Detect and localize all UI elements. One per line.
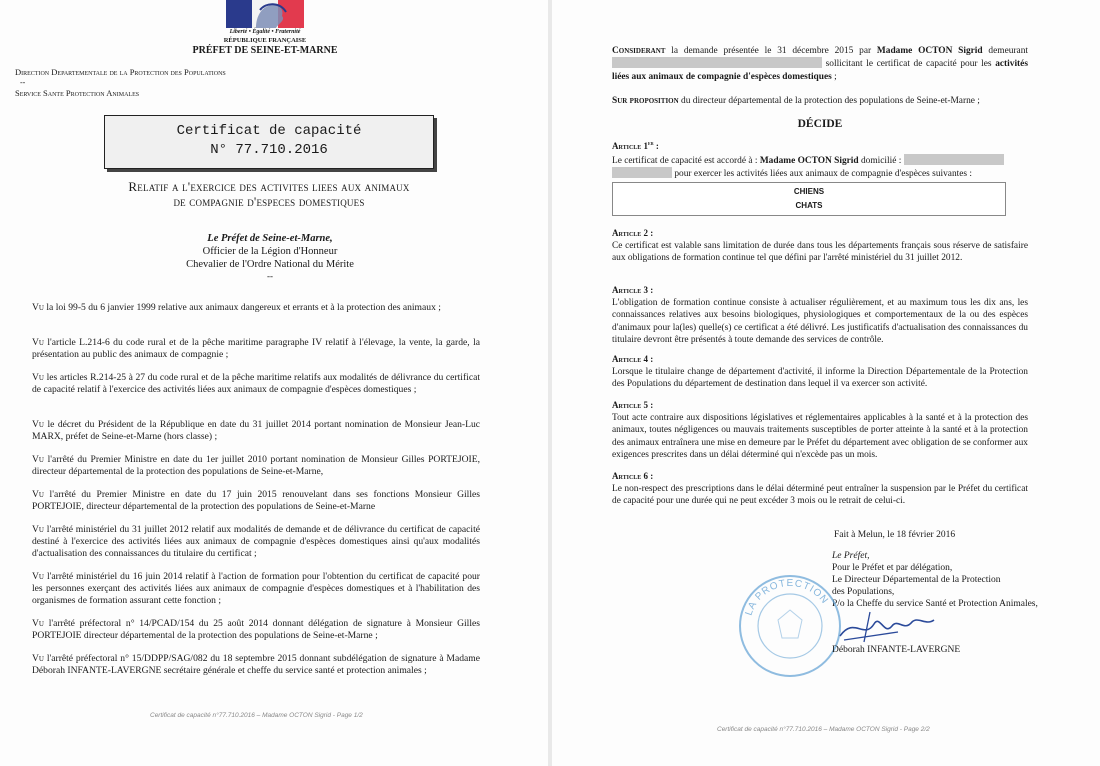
vu-paragraph-10 bbox=[32, 653, 480, 677]
article-2-text: Ce certificat est valable sans limitation de durée dans tous les départements français sous réserve de satisfaire aux obligations de formation continue tel que défini par l'arrêté ministériel du 31 juillet 2012. bbox=[612, 241, 1028, 264]
vu-text: l'article L.214-6 du code rural et de la pêche maritime paragraphe IV relatif à l'élevage, la vente, la garde, la présentation au public des animaux de compagnie ; bbox=[32, 337, 480, 360]
article-1-sup: er bbox=[648, 141, 654, 147]
page-footer: Certificat de capacité n°77.710.2016 – Madame OCTON Sigrid - Page 2/2 bbox=[717, 726, 930, 733]
logo-republic: RÉPUBLIQUE FRANÇAISE bbox=[223, 37, 307, 44]
vu-word: Vu bbox=[32, 524, 44, 535]
article-1-text-b: domicilié : bbox=[860, 156, 902, 166]
vu-word: Vu bbox=[32, 372, 44, 383]
vu-word: Vu bbox=[32, 653, 44, 664]
stamp-arc-text: LA PROTECTION bbox=[743, 577, 831, 618]
article-1-label: Article 1 bbox=[612, 141, 649, 151]
vu-paragraph-8 bbox=[32, 571, 480, 607]
considerant-word: Considerant bbox=[612, 46, 666, 56]
article-1-text-a: Le certificat de capacité est accordé à : bbox=[612, 156, 758, 166]
considerant-text-a: la demande présentée le 31 décembre 2015 par bbox=[671, 46, 872, 56]
article-1-colon: : bbox=[655, 141, 659, 151]
vu-paragraph-1 bbox=[32, 302, 480, 314]
vu-text: l'arrêté ministériel du 16 juin 2014 relatif à l'action de formation pour l'obtention du certificat de capacité pour les personnes exerçant des activités liées aux animaux de compagnie d'espèces domestiques et à l'habilitation des organismes de formation assurant cette fonction ; bbox=[32, 571, 480, 606]
prefet-heading: PRÉFET DE SEINE-ET-MARNE bbox=[192, 45, 338, 56]
article-3-text: L'obligation de formation continue consiste à actualiser régulièrement, et au maximum tous les dix ans, les connaissances relatives aux besoins biologiques, physiologiques et comportementaux de la ou des espèces d'animaux pour la(les) quelle(s) ce certificat a été délivré. Les justificatifs d'actualisation des connaissances du titulaire devront être présentés à toute demande des services de contrôle. bbox=[612, 298, 1028, 346]
proposition-paragraph bbox=[612, 95, 1028, 107]
vu-text: l'arrêté préfectoral n° 14/PCAD/154 du 25 août 2014 donnant délégation de signature à Monsieur Gilles PORTEJOIE directeur départemental de la protection des populations de Seine-et-Marne ; bbox=[32, 618, 480, 641]
signer-name: Déborah INFANTE-LAVERGNE bbox=[832, 645, 961, 655]
considerant-text-c: sollicitant le certificat de capacité pour les bbox=[825, 59, 992, 70]
vu-text: l'arrêté du Premier Ministre en date du 1er juillet 2010 portant nomination de Monsieur Gilles PORTEJOIE, directeur départemental de la protection des populations de Seine-et-Marne, bbox=[32, 454, 480, 477]
fait-a-melun: Fait à Melun, le 18 février 2016 bbox=[834, 530, 956, 540]
vu-text: l'arrêté préfectoral n° 15/DDPP/SAG/082 du 18 septembre 2015 donnant subdélégation de signature à Madame Déborah INFANTE-LAVERGNE secrétaire générale et cheffe du service santé et protection animales ; bbox=[32, 653, 480, 676]
logo-motto: Liberté • Égalité • Fraternité bbox=[229, 29, 301, 35]
signature-line-3: des Populations, bbox=[832, 587, 895, 597]
article-1-heading bbox=[612, 141, 659, 151]
signatory-line-3: Chevalier de l'Ordre National du Mérite bbox=[186, 259, 354, 270]
article-6-text: Le non-respect des prescriptions dans le délai déterminé peut entraîner la suspension par le Préfet du certificat de capacité pour une durée qui ne peut excéder 3 mois ou le retrait de celui-ci. bbox=[612, 484, 1028, 507]
applicant-name: Madame OCTON Sigrid bbox=[876, 46, 983, 56]
redacted-address-2 bbox=[904, 154, 1004, 165]
signature-scribble bbox=[834, 606, 944, 646]
signatory-line-2: Officier de la Légion d'Honneur bbox=[202, 246, 338, 257]
article-4-heading: Article 4 : bbox=[612, 354, 654, 364]
vu-paragraph-7 bbox=[32, 524, 480, 560]
vu-word: Vu bbox=[32, 337, 44, 348]
vu-paragraph-5 bbox=[32, 454, 480, 478]
vu-word: Vu bbox=[32, 618, 44, 629]
stamp-seal bbox=[734, 570, 846, 682]
article-4-text: Lorsque le titulaire change de département d'activité, il informe la Direction Départementale de la Protection des Populations du département de destination dans lequel il va exercer son activité. bbox=[612, 367, 1028, 390]
marianne-logo bbox=[226, 0, 304, 28]
vu-paragraph-6 bbox=[32, 489, 480, 513]
page-2 bbox=[552, 0, 1100, 766]
proposition-text: du directeur départemental de la protection des populations de Seine-et-Marne ; bbox=[681, 96, 980, 106]
article-5-text: Tout acte contraire aux dispositions législatives et réglementaires applicables à la santé et à la protection des animaux, toutes négligences ou mauvais traitements susceptibles de porter atteinte à la santé et à la protection des animaux entraînera une mise en demeure par le Préfet du département avec obligation de se conformer aux exigences prescrites dans un délai déterminé qui n'excède pas un mois. bbox=[612, 413, 1028, 461]
page-1 bbox=[0, 0, 548, 766]
article-6-heading: Article 6 : bbox=[612, 471, 654, 481]
certificate-box bbox=[104, 115, 434, 169]
vu-text: l'arrêté ministériel du 31 juillet 2012 relatif aux modalités de demande et de délivrance du certificat de capacité destiné à l'exercice des activités liées aux animaux de compagnie d'espèces domestiques ainsi qu'aux modalités d'actualisation des connaissances du titulaire du certificat ; bbox=[32, 524, 480, 559]
species-item: CHATS bbox=[795, 201, 823, 210]
considerant-activities: activités liées aux animaux de compagnie d'espèces domestiques bbox=[612, 59, 1028, 82]
vu-word: Vu bbox=[32, 571, 44, 582]
article-1-name: Madame OCTON Sigrid bbox=[759, 156, 859, 166]
proposition-word: Sur proposition bbox=[612, 96, 679, 106]
service-name: Service Sante Protection Animales bbox=[15, 88, 140, 98]
vu-paragraph-9 bbox=[32, 618, 480, 642]
decide-heading: DÉCIDE bbox=[797, 118, 843, 130]
signature-line-1: Pour le Préfet et par délégation, bbox=[832, 563, 953, 573]
page-footer: Certificat de capacité n°77.710.2016 – Madame OCTON Sigrid - Page 1/2 bbox=[150, 712, 363, 719]
signature-line-4: P/o la Cheffe du service Santé et Protection Animales, bbox=[832, 599, 1038, 609]
certificate-number: N° 77.710.2016 bbox=[210, 142, 328, 158]
direction-name: Direction Departementale de la Protection des Populations bbox=[15, 67, 226, 77]
marianne-logo-image bbox=[226, 0, 304, 28]
article-3-heading: Article 3 : bbox=[612, 285, 654, 295]
vu-word: Vu bbox=[32, 419, 44, 430]
subtitle-line-1: Relatif a l'exercice des activites liees aux animaux bbox=[128, 179, 410, 194]
article-1-text-c: pour exercer les activités liées aux animaux de compagnie d'espèces suivantes : bbox=[674, 169, 973, 180]
official-stamp bbox=[734, 570, 846, 682]
redacted-address-3 bbox=[612, 167, 672, 178]
signatory-separator: -- bbox=[267, 271, 273, 281]
handwritten-signature bbox=[834, 606, 944, 646]
vu-paragraph-4 bbox=[32, 419, 480, 443]
article-5-heading: Article 5 : bbox=[612, 400, 654, 410]
signatory-title: Le Préfet de Seine-et-Marne, bbox=[207, 233, 333, 244]
considerant-end: ; bbox=[834, 71, 837, 82]
vu-text: les articles R.214-25 à 27 du code rural et de la pêche maritime relatifs aux modalités de délivrance du certificat de capacité relatif à l'exercice des activités liées aux animaux de compagnie d'espèces domestiques ; bbox=[32, 372, 480, 395]
vu-word: Vu bbox=[32, 489, 44, 500]
considerant-text-b: demeurant bbox=[988, 46, 1028, 56]
vu-text: le décret du Président de la République en date du 31 juillet 2014 portant nomination de Monsieur Jean-Luc MARX, préfet de Seine-et-Marne (hors classe) ; bbox=[32, 419, 480, 442]
vu-paragraph-3 bbox=[32, 372, 480, 396]
species-box bbox=[612, 182, 1006, 216]
article-1-text bbox=[612, 154, 1028, 181]
certificate-title: Certificat de capacité bbox=[176, 123, 362, 139]
header-separator: -- bbox=[20, 78, 26, 87]
vu-text: la loi 99-5 du 6 janvier 1999 relative aux animaux dangereux et errants et à la protection des animaux ; bbox=[46, 302, 441, 313]
species-item: CHIENS bbox=[793, 187, 825, 196]
vu-paragraph-2 bbox=[32, 337, 480, 361]
signature-line-2: Le Directeur Départemental de la Protection bbox=[832, 575, 1001, 585]
considerant-paragraph bbox=[612, 45, 1028, 83]
article-2-heading: Article 2 : bbox=[612, 228, 654, 238]
vu-word: Vu bbox=[32, 454, 44, 465]
signature-title: Le Préfet, bbox=[832, 551, 870, 561]
subtitle-line-2: de compagnie d'especes domestiques bbox=[173, 194, 365, 209]
redacted-address bbox=[612, 57, 822, 68]
vu-word: Vu bbox=[32, 302, 44, 313]
vu-text: l'arrêté du Premier Ministre en date du 17 juin 2015 renouvelant dans ses fonctions Monsieur Gilles PORTEJOIE, directeur départemental de la protection des populations de Seine-et-Marne bbox=[32, 489, 480, 512]
